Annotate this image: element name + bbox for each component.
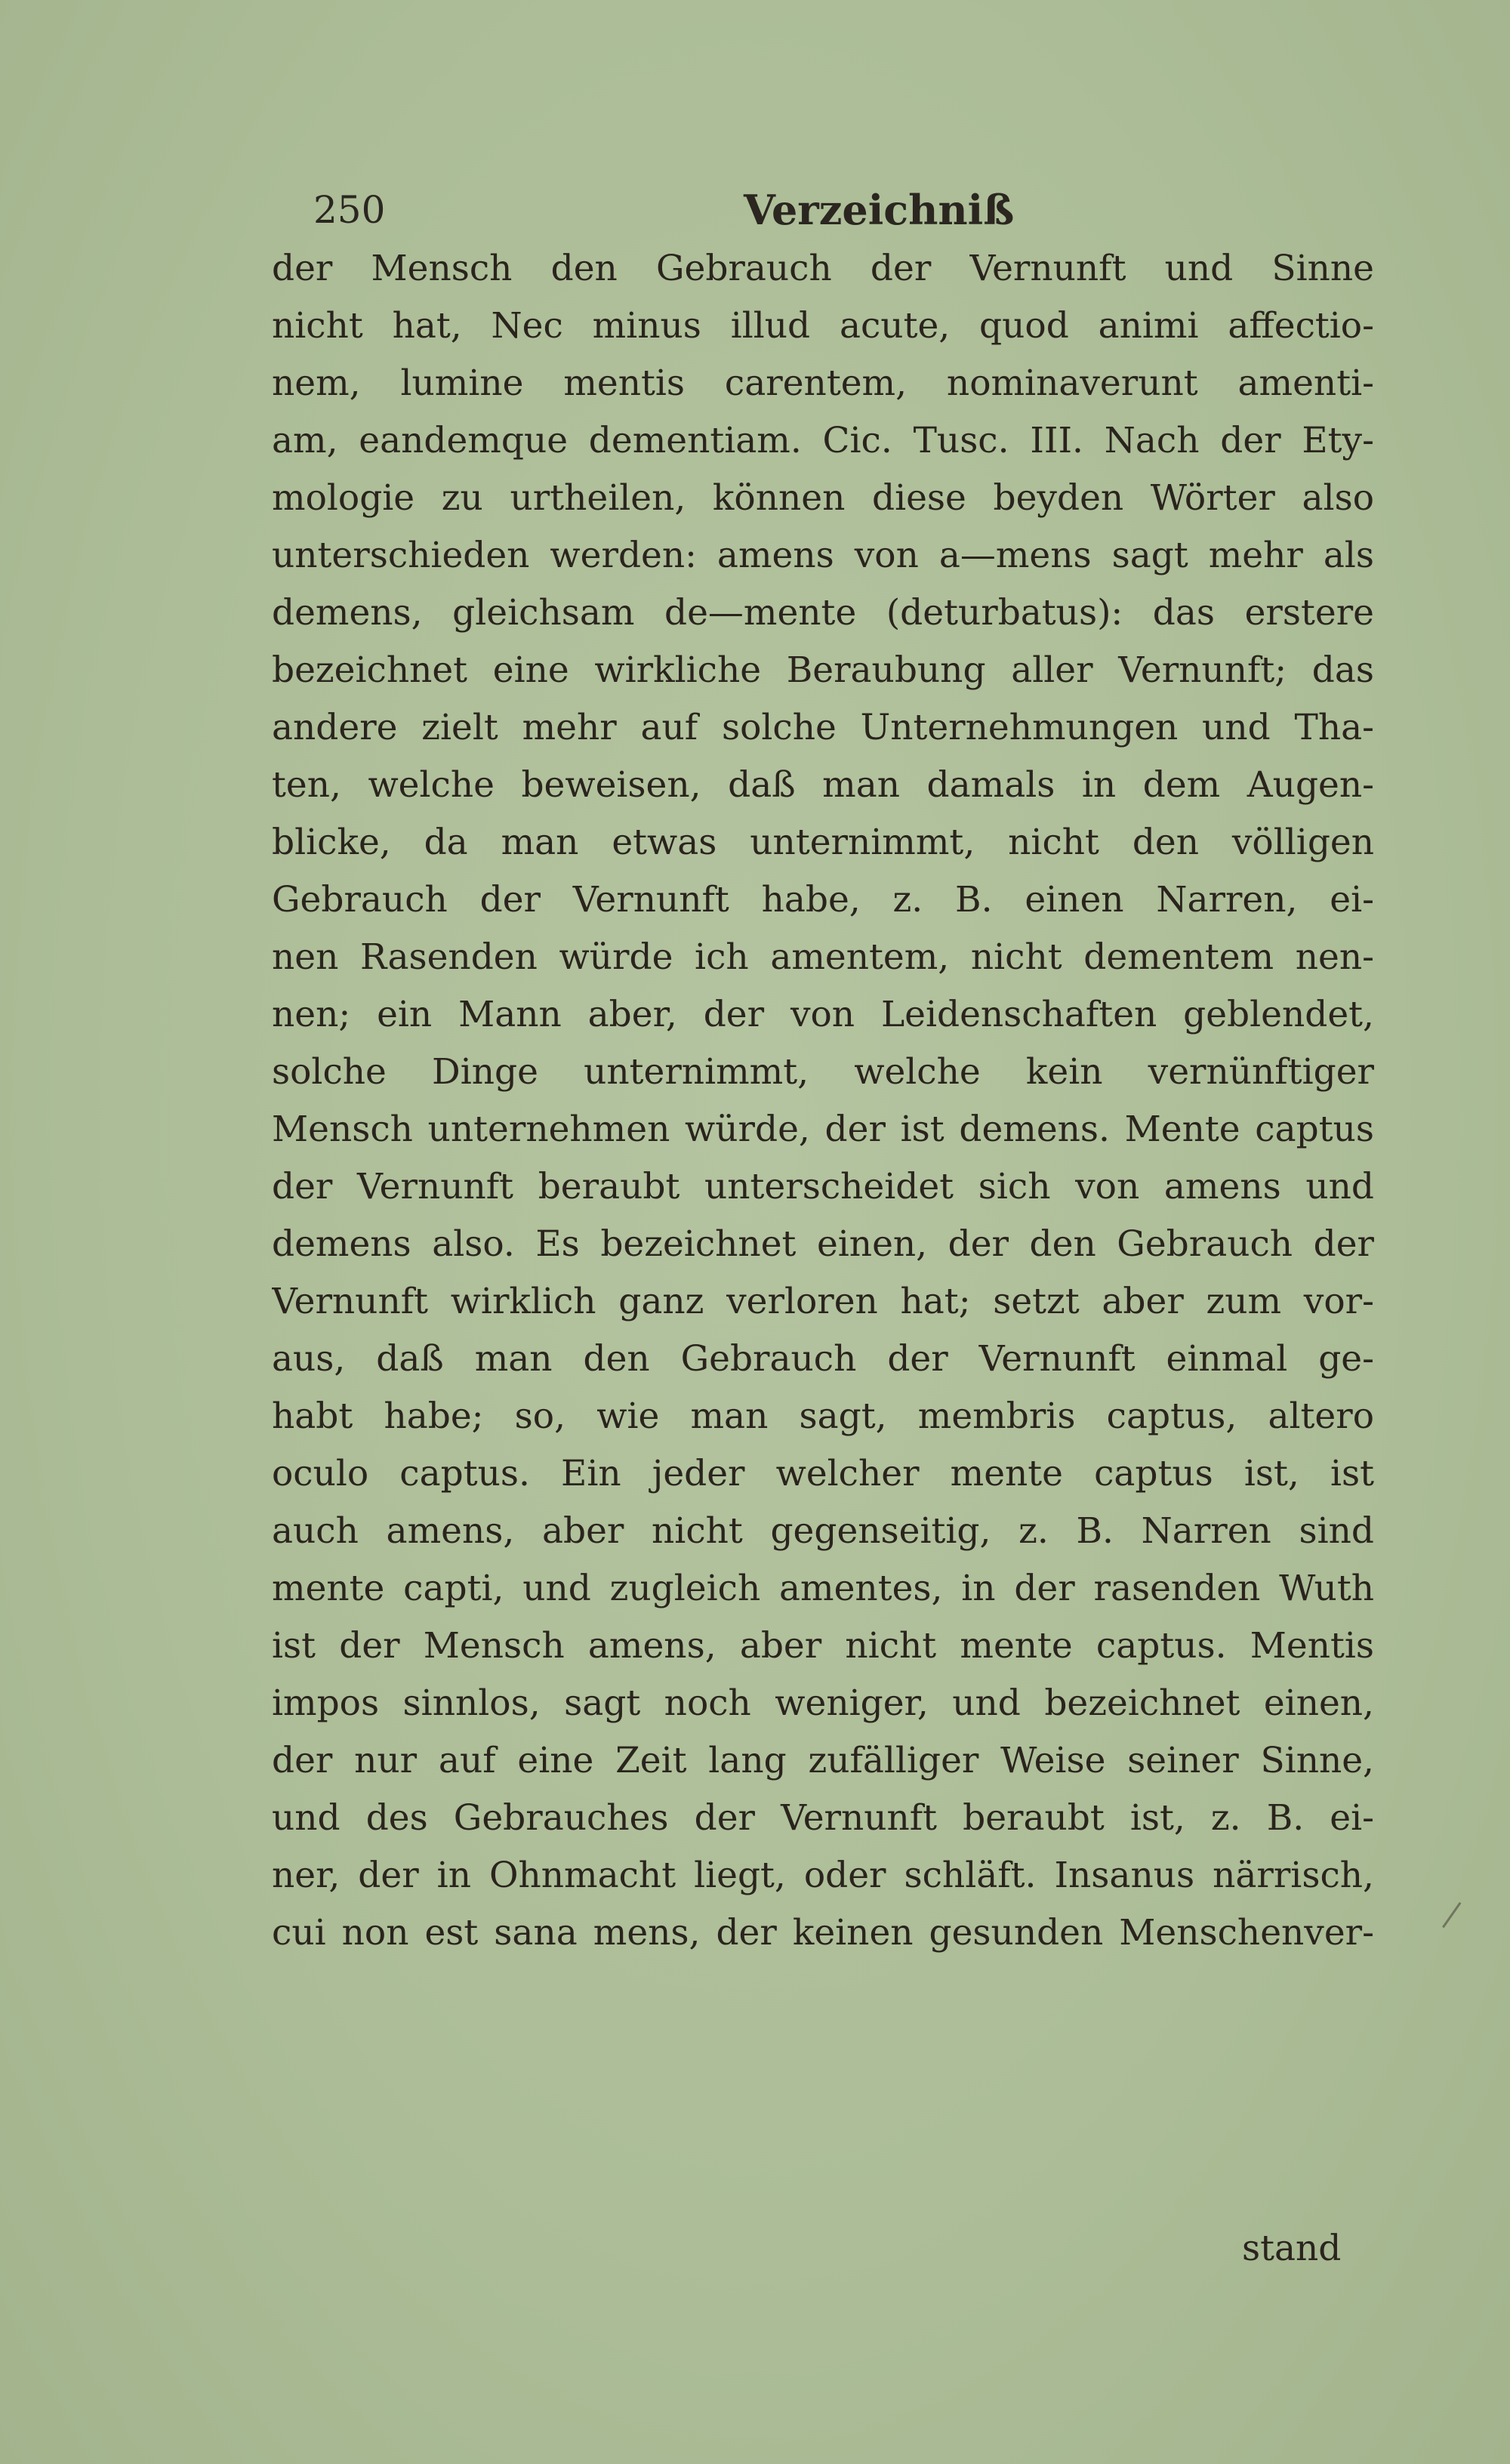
catchword: stand — [1242, 2228, 1342, 2269]
text-line: solche Dinge unternimmt, welche kein vernünftiger — [272, 1051, 1374, 1093]
text-line: der nur auf eine Zeit lang zufälliger Weise seiner Sinne, — [272, 1740, 1374, 1781]
text-line: nem, lumine mentis carentem, nominaverunt amenti- — [272, 362, 1374, 404]
text-line: oculo captus. Ein jeder welcher mente captus ist, ist — [272, 1453, 1374, 1494]
text-line: der Mensch den Gebrauch der Vernunft und Sinne — [272, 248, 1374, 289]
text-line: demens, gleichsam de—mente (deturbatus): das erstere — [272, 592, 1374, 634]
page-number: 250 — [313, 188, 386, 232]
body-text — [272, 240, 1374, 1962]
text-line: am, eandemque dementiam. Cic. Tusc. III. Nach der Ety- — [272, 420, 1374, 461]
text-line: nen; ein Mann aber, der von Leidenschaften geblendet, — [272, 994, 1374, 1035]
text-line: bezeichnet eine wirkliche Beraubung aller Vernunft; das — [272, 649, 1374, 691]
text-line: ist der Mensch amens, aber nicht mente captus. Mentis — [272, 1625, 1374, 1667]
text-line: mente capti, und zugleich amentes, in der rasenden Wuth — [272, 1568, 1374, 1609]
text-line: blicke, da man etwas unternimmt, nicht den völligen — [272, 822, 1374, 863]
text-line: Gebrauch der Vernunft habe, z. B. einen Narren, ei- — [272, 879, 1374, 921]
text-line: impos sinnlos, sagt noch weniger, und bezeichnet einen, — [272, 1682, 1374, 1724]
text-line: nicht hat, Nec minus illud acute, quod animi affectio- — [272, 305, 1374, 347]
text-line: nen Rasenden würde ich amentem, nicht dementem nen- — [272, 936, 1374, 978]
text-line: der Vernunft beraubt unterscheidet sich von amens und — [272, 1166, 1374, 1207]
text-line: habt habe; so, wie man sagt, membris captus, altero — [272, 1395, 1374, 1437]
paper-mark — [1442, 1902, 1470, 1935]
text-line: aus, daß man den Gebrauch der Vernunft einmal ge- — [272, 1338, 1374, 1380]
text-line: ner, der in Ohnmacht liegt, oder schläft. Insanus närrisch, — [272, 1855, 1374, 1896]
text-line: demens also. Es bezeichnet einen, der den Gebrauch der — [272, 1223, 1374, 1265]
text-line: auch amens, aber nicht gegenseitig, z. B. Narren sind — [272, 1510, 1374, 1552]
running-title: Verzeichniß — [744, 186, 1015, 234]
text-line: Vernunft wirklich ganz verloren hat; setzt aber zum vor- — [272, 1281, 1374, 1322]
text-line: ten, welche beweisen, daß man damals in dem Augen- — [272, 764, 1374, 806]
text-line: andere zielt mehr auf solche Unternehmungen und Tha- — [272, 707, 1374, 748]
page-header — [268, 180, 1378, 240]
text-line: mologie zu urtheilen, können diese beyden Wörter also — [272, 477, 1374, 519]
text-line: unterschieden werden: amens von a—mens sagt mehr als — [272, 535, 1374, 576]
text-line: Mensch unternehmen würde, der ist demens. Mente captus — [272, 1109, 1374, 1150]
text-line: cui non est sana mens, der keinen gesunden Menschenver- — [272, 1912, 1374, 1954]
text-line: und des Gebrauches der Vernunft beraubt ist, z. B. ei- — [272, 1797, 1374, 1839]
